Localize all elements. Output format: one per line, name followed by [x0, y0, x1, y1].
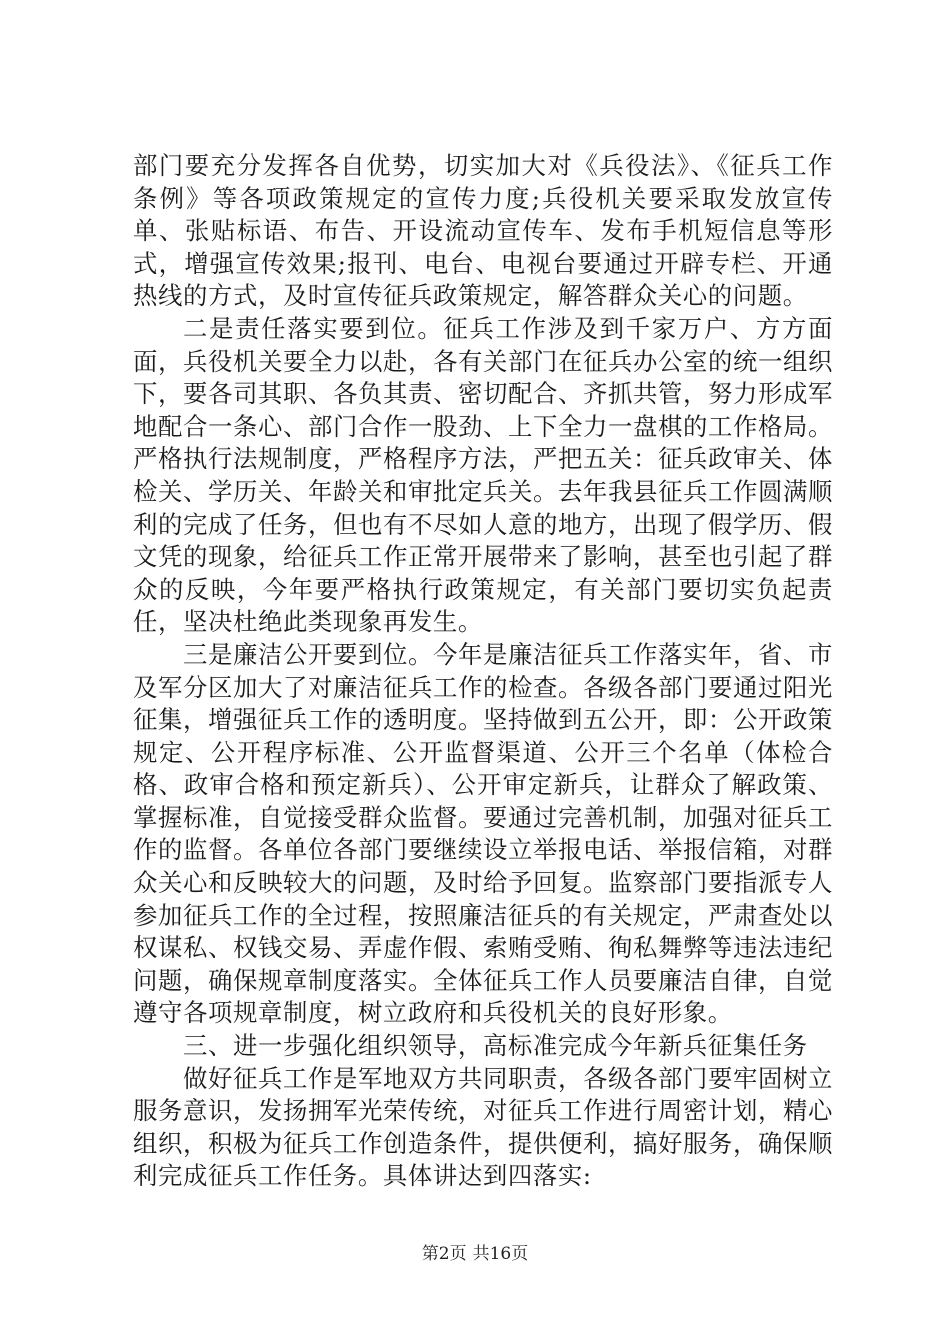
- paragraph-3: 三是廉洁公开要到位。今年是廉洁征兵工作落实年，省、市及军分区加大了对廉洁征兵工作的检查。各级各部门要通过阳光征集，增强征兵工作的透明度。坚持做到五公开，即：公开政策规定、公开程序标准、公开监督渠道、公开三个名单（体检合格、政审合格和预定新兵）、公开审定新兵，让群众了解政策、掌握标准，自觉接受群众监督。要通过完善机制，加强对征兵工作的监督。各单位各部门要继续设立举报电话、举报信箱，对群众关心和反映较大的问题，及时给予回复。监察部门要指派专人参加征兵工作的全过程，按照廉洁征兵的有关规定，严肃查处以权谋私、权钱交易、弄虚作假、索贿受贿、徇私舞弊等违法违纪问题，确保规章制度落实。全体征兵工作人员要廉洁自律，自觉遵守各项规章制度，树立政府和兵役机关的良好形象。: [133, 639, 833, 1028]
- paragraph-1: 部门要充分发挥各自优势，切实加大对《兵役法》、《征兵工作条例》等各项政策规定的宣传力度;兵役机关要采取发放宣传单、张贴标语、布告、开设流动宣传车、发布手机短信息等形式，增强宣传效果;报刊、电台、电视台要通过开辟专栏、开通热线的方式，及时宣传征兵政策规定，解答群众关心的问题。: [133, 151, 833, 311]
- page-number: 第2页: [421, 1244, 467, 1264]
- page-footer: [0, 1243, 950, 1265]
- paragraph-2: 二是责任落实要到位。征兵工作涉及到千家万户、方方面面，兵役机关要全力以赴，各有关部门在征兵办公室的统一组织下，要各司其职、各负其责、密切配合、齐抓共管，努力形成军地配合一条心、部门合作一股劲、上下全力一盘棋的工作格局。严格执行法规制度，严格程序方法，严把五关：征兵政审关、体检关、学历关、年龄关和审批定兵关。去年我县征兵工作圆满顺利的完成了任务，但也有不尽如人意的地方，出现了假学历、假文凭的现象，给征兵工作正常开展带来了影响，甚至也引起了群众的反映，今年要严格执行政策规定，有关部门要切实负起责任，坚决杜绝此类现象再发生。: [133, 313, 833, 637]
- page-total: 共16页: [472, 1244, 529, 1264]
- document-body: [133, 150, 833, 1193]
- section-heading: 三、进一步强化组织领导，高标准完成今年新兵征集任务: [183, 1031, 808, 1061]
- paragraph-4: 做好征兵工作是军地双方共同职责，各级各部门要牢固树立服务意识，发扬拥军光荣传统，对征兵工作进行周密计划，精心组织，积极为征兵工作创造条件，提供便利，搞好服务，确保顺利完成征兵工作任务。具体讲达到四落实:: [133, 1063, 833, 1191]
